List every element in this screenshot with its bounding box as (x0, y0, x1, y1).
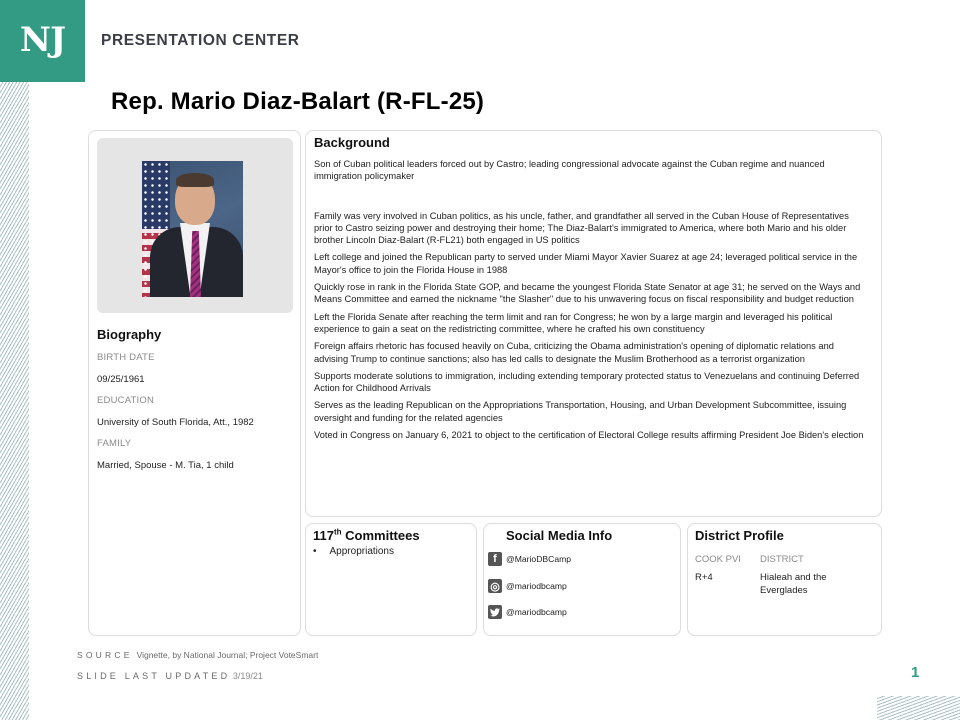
birth-date-label: BIRTH DATE (97, 352, 155, 363)
committees-title-text: Committees (341, 528, 420, 543)
committees-ordinal: th (333, 527, 342, 537)
cook-pvi-value: R+4 (695, 572, 713, 583)
biography-title: Biography (97, 327, 162, 342)
twitter-icon (488, 605, 502, 619)
background-title: Background (314, 135, 390, 150)
portrait-photo (142, 161, 243, 297)
birth-date-value: 09/25/1961 (97, 374, 145, 385)
committee-name: Appropriations (329, 546, 394, 557)
district-profile-card (687, 523, 882, 636)
source-value: Vignette, by National Journal; Project VoteSmart (136, 650, 319, 660)
source-label: SOURCE (77, 650, 133, 660)
bullet-icon: • (313, 546, 317, 557)
background-item: Son of Cuban political leaders forced out by Castro; leading congressional advocate against the Cuban regime and nuanced immigration policymaker (314, 159, 825, 182)
background-item: Left the Florida Senate after reaching the term limit and ran for Congress; he won by a large margin and leveraged his political experience to gain a seat on the redistricting committee, where he crafted his own constituency (314, 311, 833, 334)
background-item: Quickly rose in rank in the Florida State GOP, and became the youngest Florida State Senator at age 31; he served on the Ways and Means Committee and earned the nickname "the Slasher" due to his unwavering focus on fiscal responsibility and budget reduction (314, 282, 861, 305)
committee-item (313, 546, 394, 557)
committees-card (305, 523, 477, 636)
background-item: Serves as the leading Republican on the Appropriations Transportation, Housing, and Urban Development Subcommittee, issuing oversight and funding for the related agencies (314, 400, 847, 423)
social-row-instagram[interactable] (488, 579, 567, 593)
education-value: University of South Florida, Att., 1982 (97, 417, 254, 428)
decorative-stripes-left (0, 82, 29, 720)
background-item: Left college and joined the Republican party to served under Miami Mayor Xavier Suarez at age 24; leveraged political service in the Mayor's office to join the Florida House in 1988 (314, 252, 858, 275)
source-line (77, 650, 318, 660)
biography-card (88, 130, 301, 636)
background-list (314, 158, 870, 446)
background-item: Supports moderate solutions to immigration, including extending temporary protected status to Venezuelans and continuing Deferred Action for Childhood Arrivals (314, 370, 860, 394)
page-number: 1 (911, 664, 920, 681)
background-item: Voted in Congress on January 6, 2021 to object to the certification of Electoral College results affirming President Joe Biden's election (314, 430, 864, 441)
cook-pvi-label: COOK PVI (695, 554, 741, 565)
background-card (305, 130, 882, 517)
decorative-stripes-bottom-right (877, 696, 960, 720)
district-label: DISTRICT (760, 554, 804, 565)
updated-line (77, 671, 263, 681)
committees-number: 117 (313, 528, 334, 543)
presentation-center-label: PRESENTATION CENTER (101, 32, 300, 49)
committees-title (313, 528, 420, 543)
district-profile-title: District Profile (695, 528, 784, 543)
updated-label: SLIDE LAST UPDATED (77, 671, 231, 681)
social-row-facebook[interactable] (488, 552, 571, 566)
updated-value: 3/19/21 (232, 671, 263, 681)
family-value: Married, Spouse - M. Tia, 1 child (97, 460, 234, 471)
instagram-icon: ◎ (488, 579, 502, 593)
social-row-twitter[interactable] (488, 605, 567, 619)
facebook-handle[interactable]: @MarioDBCamp (506, 554, 572, 564)
background-item: Family was very involved in Cuban politics, as his uncle, father, and grandfather all served in the Cuban House of Representatives prior to Castro seizing power and destroying their home; The Diaz-Balart's immigrated to America, where both Mario and his older brother Lincoln Diaz-Balart (R-FL21) both engaged in US politics (314, 210, 849, 246)
background-item: Foreign affairs rhetoric has focused heavily on Cuba, criticizing the Obama administration's opening of diplomatic relations and advising Trump to continue sanctions; also has led calls to designate the Muslim Brotherhood as a terrorist organization (314, 341, 834, 364)
family-label: FAMILY (97, 438, 132, 449)
logo-text: NJ (19, 20, 66, 60)
facebook-icon: f (488, 552, 502, 566)
social-media-card (483, 523, 681, 636)
district-value: Hialeah and the Everglades (760, 572, 827, 596)
page-title: Rep. Mario Diaz-Balart (R-FL-25) (111, 88, 485, 115)
education-label: EDUCATION (97, 395, 155, 406)
social-media-title: Social Media Info (506, 528, 613, 543)
instagram-handle[interactable]: @mariodbcamp (506, 581, 567, 591)
photo-frame (97, 138, 293, 313)
hair-shape (176, 173, 214, 187)
nj-logo (0, 0, 85, 82)
twitter-handle[interactable]: @mariodbcamp (506, 607, 567, 617)
